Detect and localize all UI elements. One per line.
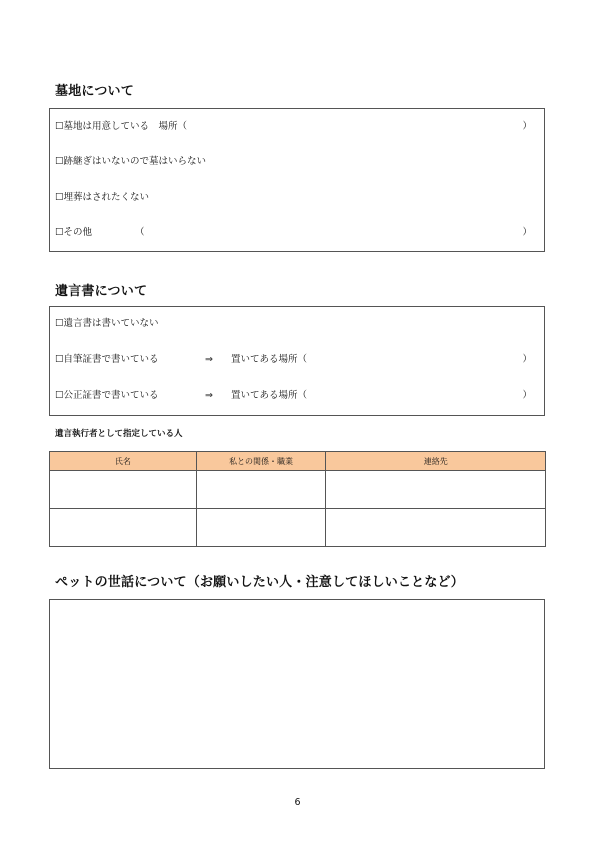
will-option-notarized[interactable] xyxy=(55,389,532,403)
will-option-none-label: ☐遺言書は書いていない xyxy=(55,318,159,329)
will-option-holographic-label: ☐自筆証書で書いている xyxy=(55,354,159,365)
grave-option-prepared-label: ☐墓地は用意している 場所（ xyxy=(55,121,188,132)
name-cell[interactable] xyxy=(50,471,197,509)
grave-option-no-burial[interactable] xyxy=(55,191,532,205)
table-row xyxy=(50,509,546,547)
grave-section-heading: 墓地について xyxy=(55,84,134,99)
relation-cell[interactable] xyxy=(196,471,326,509)
table-row xyxy=(50,471,546,509)
contact-cell[interactable] xyxy=(326,509,546,547)
name-cell[interactable] xyxy=(50,509,197,547)
grave-option-no-burial-label: ☐埋葬はされたくない xyxy=(55,192,150,203)
relation-cell[interactable] xyxy=(196,509,326,547)
executor-heading: 遺言執行者として指定している人 xyxy=(55,429,183,439)
arrow-icon: ⇒ xyxy=(205,390,213,401)
pet-notes-box[interactable] xyxy=(49,599,545,769)
will-section-heading: 遺言書について xyxy=(55,284,148,299)
column-header-contact: 連絡先 xyxy=(326,452,546,471)
arrow-icon: ⇒ xyxy=(205,354,213,365)
page-number: 6 xyxy=(294,797,301,808)
grave-option-other-label: ☐その他 xyxy=(55,227,93,238)
will-option-holographic[interactable] xyxy=(55,353,532,367)
column-header-name: 氏名 xyxy=(50,452,197,471)
grave-option-prepared-close: ） xyxy=(522,121,532,132)
executor-table xyxy=(49,451,546,547)
will-options-box xyxy=(49,306,545,416)
grave-option-no-heir[interactable] xyxy=(55,155,532,169)
contact-cell[interactable] xyxy=(326,471,546,509)
grave-options-box xyxy=(49,108,545,252)
grave-option-other-open: （ xyxy=(135,227,145,238)
will-option-notarized-label: ☐公正証書で書いている xyxy=(55,390,159,401)
grave-option-other-close: ） xyxy=(522,227,532,238)
column-header-relation: 私との関係・職業 xyxy=(196,452,326,471)
will-option-notarized-close: ） xyxy=(522,390,532,401)
grave-option-other[interactable] xyxy=(55,226,532,240)
will-option-none[interactable] xyxy=(55,317,532,331)
grave-option-prepared[interactable] xyxy=(55,120,532,134)
will-option-notarized-place: 置いてある場所（ xyxy=(231,390,308,401)
grave-option-no-heir-label: ☐跡継ぎはいないので墓はいらない xyxy=(55,156,207,167)
will-option-holographic-place: 置いてある場所（ xyxy=(231,354,308,365)
pet-section-heading: ペットの世話について（お願いしたい人・注意してほしいことなど） xyxy=(55,575,464,590)
will-option-holographic-close: ） xyxy=(522,354,532,365)
